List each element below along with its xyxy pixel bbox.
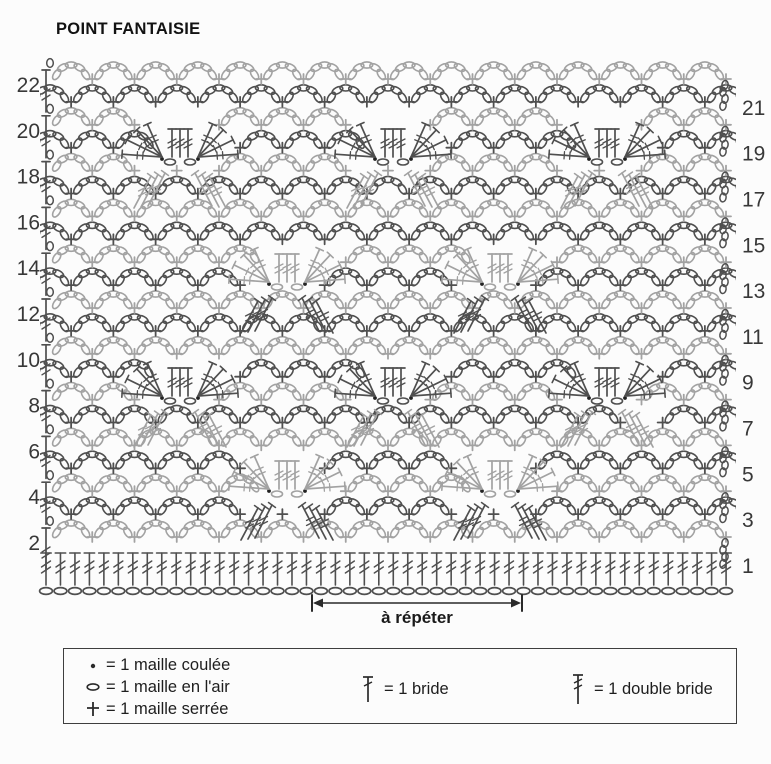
row-number: 5 — [742, 463, 754, 487]
legend-item-label: = 1 maille serrée — [106, 699, 229, 718]
mesh-row — [30, 222, 746, 244]
row-numbers-left — [17, 74, 41, 555]
row-number: 20 — [16, 119, 40, 143]
repeat-label: à répéter — [381, 608, 453, 627]
row-number: 4 — [28, 486, 40, 510]
row-number: 22 — [16, 74, 40, 97]
bride-icon — [360, 673, 376, 705]
mesh-row — [30, 85, 746, 107]
row-number: 9 — [742, 371, 754, 395]
legend-item-double-bride — [570, 671, 713, 707]
mesh-row — [30, 314, 746, 336]
legend-item-label: = 1 double bride — [594, 679, 713, 698]
foundation-chain-row — [40, 588, 733, 595]
double-bride-icon — [570, 671, 586, 707]
mesh-row — [30, 497, 746, 519]
row-number: 6 — [28, 440, 40, 464]
row-number: 3 — [742, 509, 754, 533]
mesh-row — [51, 108, 731, 130]
row-number: 7 — [742, 417, 754, 441]
page-title: POINT FANTAISIE — [56, 20, 201, 38]
mesh-row — [51, 62, 731, 84]
fan-motif — [122, 361, 238, 447]
row-number: 1 — [742, 554, 754, 578]
row-number: 2 — [28, 532, 40, 555]
row-number: 17 — [742, 188, 766, 212]
treble-base-row — [41, 553, 731, 585]
mesh-row — [51, 291, 731, 313]
row-number: 16 — [16, 211, 40, 235]
row-number: 8 — [28, 394, 40, 418]
row-number: 14 — [16, 257, 40, 281]
mesh-row — [30, 451, 746, 473]
fan-motif — [335, 361, 451, 447]
mesh-row — [51, 337, 731, 359]
legend-item-label: = 1 maille en l'air — [106, 677, 230, 696]
legend-item-chain — [80, 676, 230, 698]
legend-item-bride — [360, 673, 449, 705]
slip-stitch-dot-icon — [80, 659, 106, 671]
fan-motif — [442, 247, 558, 333]
single-crochet-cross-icon — [80, 700, 106, 718]
legend-item-slip-stitch — [80, 654, 230, 676]
row-number: 15 — [742, 234, 766, 258]
legend-column-left — [80, 654, 230, 720]
chain-mesh — [30, 62, 746, 542]
row-numbers-right — [742, 97, 765, 578]
mesh-row — [51, 199, 731, 221]
row-number: 21 — [742, 96, 766, 120]
fan-motif — [229, 247, 345, 333]
row-number: 19 — [742, 142, 766, 166]
row-number: 10 — [16, 348, 40, 372]
legend-item-label: = 1 maille coulée — [106, 655, 231, 674]
mesh-row — [30, 268, 746, 290]
chain-oval-icon — [80, 681, 106, 693]
mesh-row — [30, 405, 746, 427]
row-number: 12 — [16, 303, 40, 326]
row-number: 18 — [16, 165, 40, 189]
row-number: 11 — [742, 325, 764, 349]
row-number: 13 — [742, 280, 766, 304]
fan-motif — [549, 122, 665, 208]
mesh-row — [51, 474, 731, 496]
mesh-row — [51, 520, 731, 542]
legend-item-single-crochet — [80, 698, 230, 720]
mesh-row — [51, 245, 731, 267]
legend-item-label: = 1 bride — [384, 679, 449, 698]
legend-box — [63, 648, 737, 724]
